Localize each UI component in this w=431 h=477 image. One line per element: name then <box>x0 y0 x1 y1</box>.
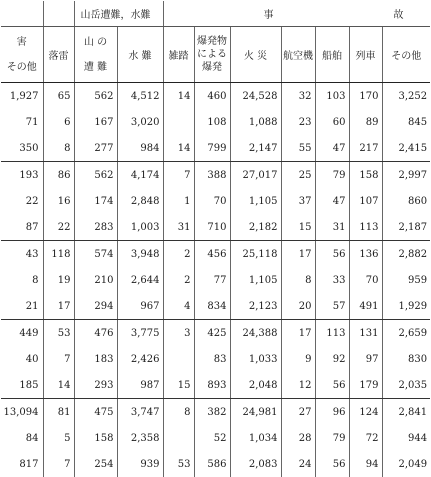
column-header-label: 山 の <box>75 36 117 49</box>
table-cell: 987 <box>117 372 163 399</box>
table-cell: 57 <box>315 293 349 320</box>
table-cell: 1,034 <box>230 425 281 451</box>
group-header-accidents-right: 故 <box>394 10 404 21</box>
table-cell: 107 <box>349 188 382 214</box>
table-cell: 16 <box>43 188 74 214</box>
table-cell: 14 <box>43 372 74 399</box>
table-row <box>1 162 430 189</box>
table-cell: 3,948 <box>117 241 163 268</box>
table-cell: 1 <box>163 188 194 214</box>
table-cell: 491 <box>349 293 382 320</box>
table-cell: 2,123 <box>230 293 281 320</box>
table-cell: 5 <box>43 425 74 451</box>
table-cell: 79 <box>315 425 349 451</box>
table-cell: 71 <box>1 109 43 135</box>
table-cell: 254 <box>74 451 117 477</box>
table-cell: 2,187 <box>382 214 430 241</box>
table-cell: 22 <box>43 214 74 241</box>
column-header-label: その他 <box>1 61 43 74</box>
table-row <box>1 451 430 477</box>
column-header-label: による <box>195 48 230 61</box>
table-row <box>1 83 430 110</box>
table-cell: 2,426 <box>117 346 163 372</box>
table-cell: 382 <box>194 399 230 426</box>
table-cell: 2,147 <box>230 135 281 162</box>
column-header-other-disaster <box>1 27 43 83</box>
column-header-label: 爆発 <box>195 61 230 74</box>
table-cell: 92 <box>315 346 349 372</box>
table-cell: 24,981 <box>230 399 281 426</box>
table-cell: 2,049 <box>382 451 430 477</box>
table-cell: 94 <box>349 451 382 477</box>
table-cell: 24 <box>281 451 315 477</box>
column-header-water: 水 難 <box>117 27 163 83</box>
group-header-accidents <box>163 1 430 27</box>
column-header-label: 害 <box>1 36 43 49</box>
table-cell: 15 <box>281 214 315 241</box>
table-cell: 17 <box>281 320 315 347</box>
header-row-groups <box>1 1 430 27</box>
table-cell: 47 <box>315 188 349 214</box>
table-cell: 834 <box>194 293 230 320</box>
table-cell: 944 <box>382 425 430 451</box>
table-cell: 7 <box>163 162 194 189</box>
table-cell: 3,775 <box>117 320 163 347</box>
table-cell: 118 <box>43 241 74 268</box>
table-cell: 53 <box>163 451 194 477</box>
table-cell: 27 <box>281 399 315 426</box>
table-cell: 14 <box>163 83 194 110</box>
table-cell: 53 <box>43 320 74 347</box>
group-header-accidents-left: 事 <box>264 10 274 21</box>
table-cell: 25,118 <box>230 241 281 268</box>
table-cell: 586 <box>194 451 230 477</box>
table-cell: 17 <box>43 293 74 320</box>
table-cell: 113 <box>315 320 349 347</box>
table-cell: 13,094 <box>1 399 43 426</box>
table-row <box>1 109 430 135</box>
table-cell: 283 <box>74 214 117 241</box>
table-row <box>1 241 430 268</box>
table-cell: 17 <box>281 241 315 268</box>
table-cell: 20 <box>281 293 315 320</box>
table-cell: 174 <box>74 188 117 214</box>
table-row <box>1 214 430 241</box>
table-cell: 31 <box>315 214 349 241</box>
column-header-mountain <box>74 27 117 83</box>
table-cell: 43 <box>1 241 43 268</box>
table-cell <box>163 346 194 372</box>
table-cell: 24,388 <box>230 320 281 347</box>
table-cell: 96 <box>315 399 349 426</box>
table-row <box>1 320 430 347</box>
table-cell: 2,659 <box>382 320 430 347</box>
table-cell: 158 <box>349 162 382 189</box>
table-cell: 24,528 <box>230 83 281 110</box>
table-cell: 56 <box>315 451 349 477</box>
table-cell: 1,105 <box>230 188 281 214</box>
table-cell: 2,083 <box>230 451 281 477</box>
table-cell: 967 <box>117 293 163 320</box>
table-cell: 456 <box>194 241 230 268</box>
column-header-label: 爆発物 <box>195 35 230 48</box>
table-cell: 2,997 <box>382 162 430 189</box>
disaster-statistics-table <box>1 1 430 477</box>
table-cell: 2,415 <box>382 135 430 162</box>
table-cell: 1,105 <box>230 267 281 293</box>
column-header-aircraft: 航空機 <box>281 27 315 83</box>
table-cell <box>163 425 194 451</box>
table-cell: 84 <box>1 425 43 451</box>
table-cell: 136 <box>349 241 382 268</box>
table-cell: 2,644 <box>117 267 163 293</box>
column-header-train: 列車 <box>349 27 382 83</box>
table-cell: 1,929 <box>382 293 430 320</box>
table-cell: 2,048 <box>230 372 281 399</box>
table-cell: 799 <box>194 135 230 162</box>
table-cell: 19 <box>43 267 74 293</box>
column-header-explosion <box>194 27 230 83</box>
table-cell: 113 <box>349 214 382 241</box>
table-cell: 893 <box>194 372 230 399</box>
table-cell: 179 <box>349 372 382 399</box>
table-cell: 89 <box>349 109 382 135</box>
table-cell: 183 <box>74 346 117 372</box>
table-row <box>1 293 430 320</box>
table-cell: 2 <box>163 241 194 268</box>
table-cell: 6 <box>43 109 74 135</box>
table-cell: 83 <box>194 346 230 372</box>
table-cell: 77 <box>194 267 230 293</box>
table-cell: 293 <box>74 372 117 399</box>
table-cell: 8 <box>1 267 43 293</box>
table-cell: 2,848 <box>117 188 163 214</box>
table-cell: 8 <box>163 399 194 426</box>
table-cell: 72 <box>349 425 382 451</box>
table-row <box>1 188 430 214</box>
table-cell <box>163 109 194 135</box>
table-cell: 97 <box>349 346 382 372</box>
table-cell: 15 <box>163 372 194 399</box>
column-header-crowd: 雑踏 <box>163 27 194 83</box>
table-cell: 574 <box>74 241 117 268</box>
table-cell: 959 <box>382 267 430 293</box>
table-cell: 350 <box>1 135 43 162</box>
table-cell: 23 <box>281 109 315 135</box>
table-cell: 47 <box>315 135 349 162</box>
table-row <box>1 372 430 399</box>
table-cell: 2,182 <box>230 214 281 241</box>
table-cell: 3,747 <box>117 399 163 426</box>
table-row <box>1 425 430 451</box>
table-cell: 710 <box>194 214 230 241</box>
table-cell: 27,017 <box>230 162 281 189</box>
table-cell: 2,035 <box>382 372 430 399</box>
table-cell: 56 <box>315 372 349 399</box>
table-cell: 475 <box>74 399 117 426</box>
table-row <box>1 135 430 162</box>
table-cell: 8 <box>281 267 315 293</box>
header-cell-blank <box>1 1 43 27</box>
table-cell: 476 <box>74 320 117 347</box>
column-header-lightning: 落雷 <box>43 27 74 83</box>
table-cell: 562 <box>74 162 117 189</box>
table-cell: 37 <box>281 188 315 214</box>
table-cell: 388 <box>194 162 230 189</box>
table-cell: 25 <box>281 162 315 189</box>
table-cell: 31 <box>163 214 194 241</box>
table-cell: 21 <box>1 293 43 320</box>
table-cell: 185 <box>1 372 43 399</box>
table-cell: 562 <box>74 83 117 110</box>
table-cell: 4,174 <box>117 162 163 189</box>
table-cell: 7 <box>43 451 74 477</box>
table-cell: 193 <box>1 162 43 189</box>
header-cell-blank <box>43 1 74 27</box>
table-cell: 860 <box>382 188 430 214</box>
table-cell: 984 <box>117 135 163 162</box>
table-row <box>1 399 430 426</box>
group-header-mountain-water: 山岳遭難，水難 <box>74 1 163 27</box>
table-cell: 817 <box>1 451 43 477</box>
table-cell: 9 <box>281 346 315 372</box>
table-cell: 1,033 <box>230 346 281 372</box>
table-cell: 170 <box>349 83 382 110</box>
table-cell: 7 <box>43 346 74 372</box>
column-header-label: 遭 難 <box>75 61 117 74</box>
table-cell: 2,841 <box>382 399 430 426</box>
table-cell: 2,358 <box>117 425 163 451</box>
table-cell: 79 <box>315 162 349 189</box>
table-cell: 52 <box>194 425 230 451</box>
table-cell: 86 <box>43 162 74 189</box>
column-header-fire: 火 災 <box>230 27 281 83</box>
table-cell: 449 <box>1 320 43 347</box>
table-row <box>1 346 430 372</box>
table-cell: 1,003 <box>117 214 163 241</box>
table-cell: 12 <box>281 372 315 399</box>
table-cell: 65 <box>43 83 74 110</box>
table-cell: 28 <box>281 425 315 451</box>
table-cell: 294 <box>74 293 117 320</box>
table-cell: 87 <box>1 214 43 241</box>
table-cell: 210 <box>74 267 117 293</box>
table-cell: 460 <box>194 83 230 110</box>
table-cell: 158 <box>74 425 117 451</box>
table-cell: 4 <box>163 293 194 320</box>
table-row <box>1 267 430 293</box>
header-row-columns <box>1 27 430 83</box>
table-cell: 2 <box>163 267 194 293</box>
table-cell: 277 <box>74 135 117 162</box>
table-cell: 108 <box>194 109 230 135</box>
table-cell: 8 <box>43 135 74 162</box>
column-header-other-accident: その他 <box>382 27 430 83</box>
table-cell: 845 <box>382 109 430 135</box>
table-cell: 939 <box>117 451 163 477</box>
table-cell: 1,927 <box>1 83 43 110</box>
table-cell: 22 <box>1 188 43 214</box>
table-cell: 167 <box>74 109 117 135</box>
table-cell: 40 <box>1 346 43 372</box>
table-cell: 3,020 <box>117 109 163 135</box>
table-cell: 124 <box>349 399 382 426</box>
table-cell: 33 <box>315 267 349 293</box>
table-cell: 2,882 <box>382 241 430 268</box>
table-cell: 4,512 <box>117 83 163 110</box>
table-cell: 55 <box>281 135 315 162</box>
table-cell: 3,252 <box>382 83 430 110</box>
table-cell: 56 <box>315 241 349 268</box>
table-cell: 830 <box>382 346 430 372</box>
column-header-ship: 船舶 <box>315 27 349 83</box>
table-cell: 425 <box>194 320 230 347</box>
table-cell: 217 <box>349 135 382 162</box>
table-cell: 3 <box>163 320 194 347</box>
table-cell: 32 <box>281 83 315 110</box>
table-body <box>1 83 430 477</box>
table-cell: 60 <box>315 109 349 135</box>
table-cell: 131 <box>349 320 382 347</box>
table-cell: 103 <box>315 83 349 110</box>
table-cell: 70 <box>349 267 382 293</box>
table-cell: 14 <box>163 135 194 162</box>
table-cell: 1,088 <box>230 109 281 135</box>
table-cell: 81 <box>43 399 74 426</box>
table-cell: 70 <box>194 188 230 214</box>
